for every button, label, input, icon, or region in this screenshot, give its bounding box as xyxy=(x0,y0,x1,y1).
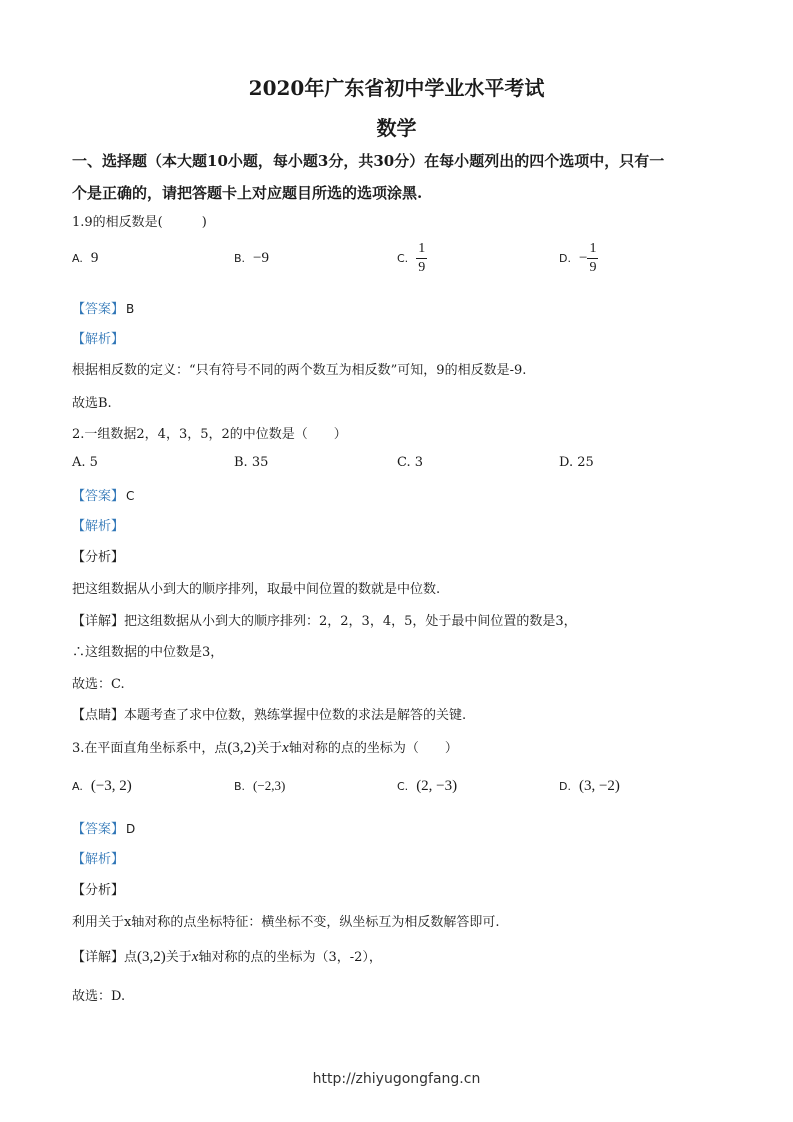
point-coordinate: (3,2) xyxy=(137,949,166,965)
q2-option-c xyxy=(397,455,423,470)
q2-fenxi-text: 把这组数据从小到大的顺序排列，取最中间位置的数就是中位数. xyxy=(72,582,441,597)
option-label: A. xyxy=(72,455,86,470)
stem-text: 轴对称的点的坐标为（ ） xyxy=(288,741,458,756)
variable-x: x xyxy=(191,949,199,965)
option-label: C. xyxy=(397,455,411,470)
point-coordinate: (3,2) xyxy=(227,740,257,756)
q2-conclusion: 故选：C. xyxy=(72,677,125,692)
option-value: (−2,3) xyxy=(253,778,286,793)
q3-detail xyxy=(72,946,382,966)
option-value: 5 xyxy=(89,455,98,470)
fraction xyxy=(587,240,598,277)
section-header-line1: 一、选择题（本大题10小题，每小题3分，共30分）在每小题列出的四个选项中，只有一 xyxy=(72,152,665,170)
option-label: C. xyxy=(397,252,409,265)
q2-option-a xyxy=(72,455,98,470)
footer-url-link[interactable]: http://zhiyugongfang.cn xyxy=(312,1071,481,1087)
variable-x: x xyxy=(282,740,289,756)
fraction-denominator: 9 xyxy=(589,260,597,275)
option-label: B. xyxy=(234,252,246,265)
fraction-numerator: 1 xyxy=(416,240,427,259)
q1-analysis-text: 根据相反数的定义：“只有符号不同的两个数互为相反数”可知，9的相反数是-9. xyxy=(72,363,527,378)
q2-fenxi-tag: 【分析】 xyxy=(72,550,125,565)
answer-tag: 【答案】 xyxy=(72,822,125,837)
q3-fenxi-text: 利用关于x轴对称的点坐标特征：横坐标不变，纵坐标互为相反数解答即可. xyxy=(72,915,500,930)
q3-option-b xyxy=(234,778,285,794)
q2-therefore: ∴这组数据的中位数是3， xyxy=(72,645,224,660)
fraction-denominator: 9 xyxy=(418,260,426,275)
detail-text: 【详解】点 xyxy=(72,950,138,965)
section-header-line2: 个是正确的，请把答题卡上对应题目所选的选项涂黑. xyxy=(72,184,423,202)
q2-detail: 【详解】把这组数据从小到大的顺序排列：2，2，3，4，5，处于最中间位置的数是3， xyxy=(72,614,577,629)
q3-conclusion: 故选：D. xyxy=(72,989,126,1004)
option-value: 25 xyxy=(577,455,594,470)
q2-option-d xyxy=(559,455,594,470)
question-1-stem: 1.9的相反数是( ) xyxy=(72,215,207,230)
fraction xyxy=(416,240,427,277)
option-value: 35 xyxy=(251,455,269,470)
q1-option-c xyxy=(397,240,427,277)
answer-value: C xyxy=(126,489,135,503)
fraction-numerator: 1 xyxy=(587,240,598,259)
q1-analysis-tag: 【解析】 xyxy=(72,332,125,347)
question-3-stem xyxy=(72,737,458,757)
option-value: 3 xyxy=(414,455,424,470)
q1-option-b xyxy=(234,250,269,267)
option-value: 9 xyxy=(90,250,99,266)
q2-option-b xyxy=(234,455,268,470)
q3-answer xyxy=(72,818,135,837)
stem-text: 关于 xyxy=(256,741,283,756)
detail-text: 轴对称的点的坐标为（3，-2）， xyxy=(198,950,382,965)
option-value: −9 xyxy=(253,250,270,266)
q2-analysis-tag: 【解析】 xyxy=(72,519,125,534)
q3-option-a xyxy=(72,778,132,795)
option-value: (−3, 2) xyxy=(90,778,132,794)
option-label: C. xyxy=(397,780,409,793)
q2-answer xyxy=(72,485,134,504)
detail-text: 关于 xyxy=(165,950,192,965)
exam-title: 2020年广东省初中学业水平考试 xyxy=(248,76,545,100)
subject-title: 数学 xyxy=(376,116,417,140)
option-label: A. xyxy=(72,780,83,793)
answer-value: D xyxy=(126,822,136,836)
option-label: B. xyxy=(234,455,248,470)
q1-option-a xyxy=(72,250,98,267)
q3-fenxi-tag: 【分析】 xyxy=(72,883,125,898)
minus-sign: − xyxy=(578,250,588,266)
q3-option-d xyxy=(559,778,620,795)
answer-tag: 【答案】 xyxy=(72,302,125,317)
option-label: D. xyxy=(559,252,571,265)
option-value: (3, −2) xyxy=(578,778,620,794)
option-label: B. xyxy=(234,780,246,793)
q3-option-c xyxy=(397,778,457,795)
q3-analysis-tag: 【解析】 xyxy=(72,852,125,867)
question-2-stem: 2.一组数据2，4，3，5，2的中位数是（ ） xyxy=(72,427,347,442)
q1-answer xyxy=(72,298,134,317)
option-label: D. xyxy=(559,455,574,470)
answer-tag: 【答案】 xyxy=(72,489,125,504)
q1-conclusion: 故选B. xyxy=(72,396,112,411)
answer-value: B xyxy=(126,302,135,316)
q1-option-d xyxy=(559,240,598,277)
option-label: A. xyxy=(72,252,83,265)
stem-text: 3.在平面直角坐标系中，点 xyxy=(72,741,228,756)
option-label: D. xyxy=(559,780,571,793)
option-value: (2, −3) xyxy=(416,778,458,794)
q2-dianjing: 【点睛】本题考查了求中位数，熟练掌握中位数的求法是解答的关键. xyxy=(72,708,467,723)
